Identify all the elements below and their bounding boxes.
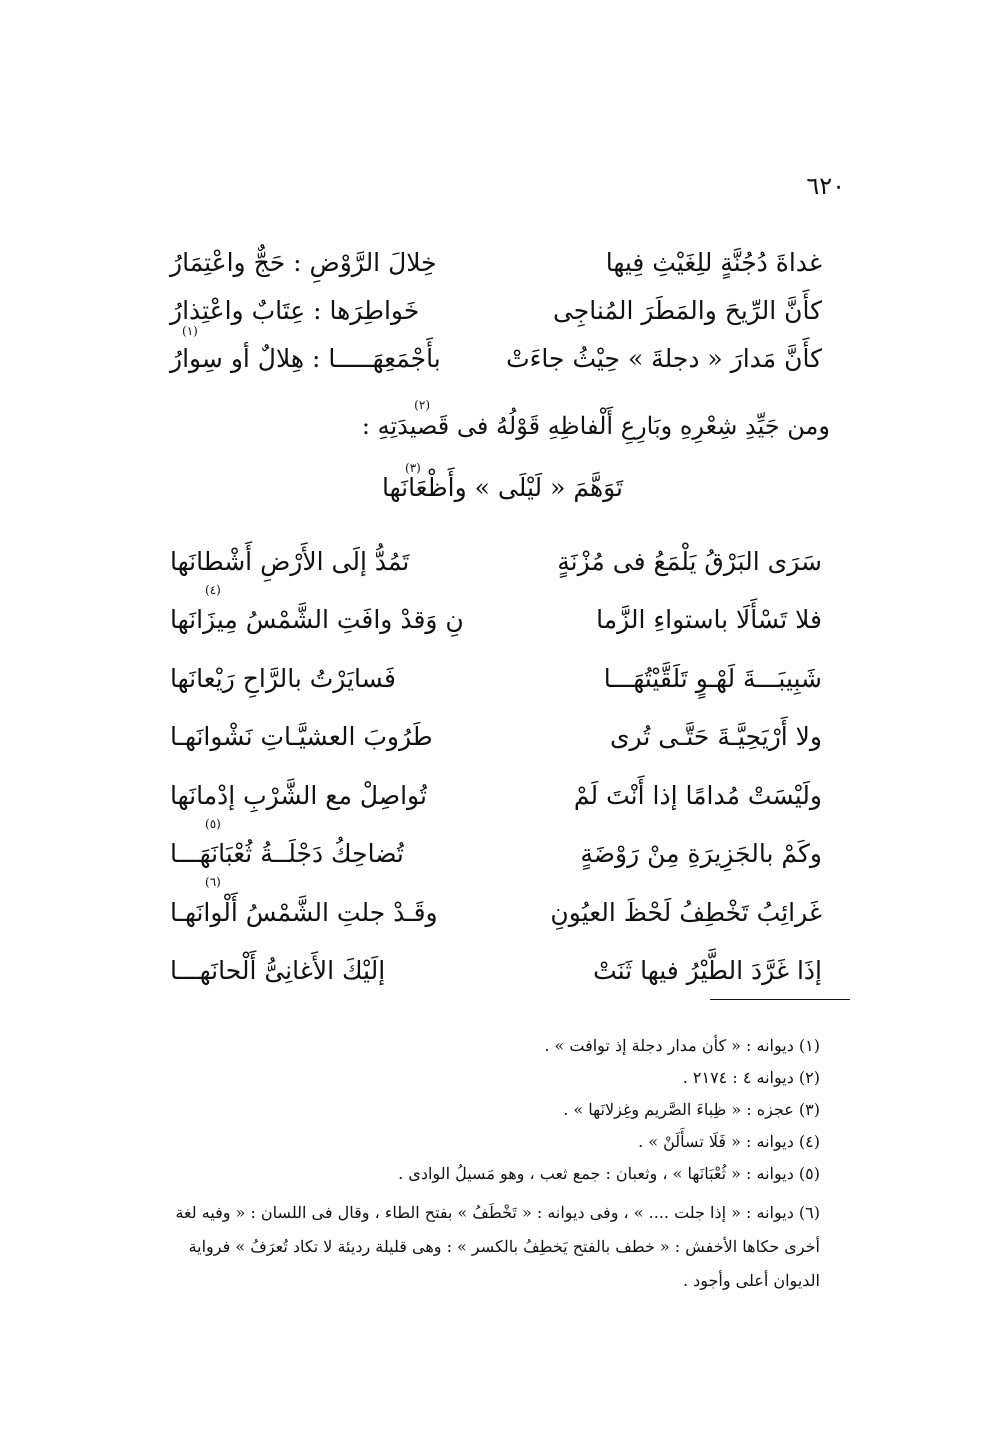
verse-line [170,875,822,942]
second-hemistich: خِلالَ الرَّوْضِ : حَجٌّ واعْتِمَارُ [170,247,437,277]
verse-line [170,286,822,334]
footnote-mark-6: (٦) [205,875,221,889]
first-hemistich: كأَنَّ مَدارَ « دجلةَ » حِيْثُ جاءَتْ [506,343,822,373]
first-hemistich: إذَا غَرَّدَ الطَّيْرُ فيها ثَنَتْ [593,956,822,986]
verse-line [170,238,822,286]
footnote-item: (٣) عجزه : « ظِباءَ الصَّريم وغِزلانَها » . [563,1100,820,1119]
verse-line [170,582,822,650]
first-hemistich: فلا تَسْأَلَا باستواءِ الزَّما [596,605,822,635]
footnote-mark-1: (١) [182,324,198,338]
footnote-item: (٤) ديوانه : « فَلَا تسأَلَنْ » . [638,1132,820,1151]
verse-line [170,708,822,767]
first-hemistich: كأَنَّ الرِّيحَ والمَطَرَ المُناجِى [552,295,822,325]
first-hemistich: ولا أَرْيَحِيَّـةَ حَتَّـى تُرى [609,722,822,752]
page-number: ٦٢٠ [806,172,845,200]
second-hemistich: تُضاحِكُ دَجْلَــةُ ثُعْبَانَهَـــا [170,839,404,869]
second-hemistich: تُواصِلْ مع الشَّرْبِ إدْمانَها [170,780,427,810]
first-hemistich: ولَيْسَتْ مُدامًا إذا أَنْتَ لَمْ [573,780,822,810]
footnote-mark-4: (٤) [205,582,221,597]
footnote-item: (١) ديوانه : « كأن مدار دجلة إذ توافت » . [544,1036,820,1055]
second-hemistich: وقَـدْ جلتِ الشَّمْسُ أَلْوانَهـا [170,897,438,927]
footnote-item: (٦) ديوانه : « إذا جلت .... » ، وفى ديوانه : « تَخْطَفُ » بفتح الطاء ، وقال فى اللسان : « وفيه لغة أخرى حكاها الأخفش : « خطف بالفتح يَخطِفُ بالكسر » : وهى قليلة رديئة لا تكاد تُعرَفُ » فرواية الديوان أعلى وأجود . [175,1203,820,1290]
second-hemistich: تَمُدُّ إلَى الأَرْضِ أَشْطانَها [170,546,410,576]
first-hemistich: سَرَى البَرْقُ يَلْمَعُ فى مُزْنَةٍ [557,546,822,576]
footnote-mark-2: (٢) [414,398,430,412]
first-hemistich: غَرائِبُ تَخْطِفُ لَحْظَ العيُونِ [550,897,822,927]
verse-line [170,324,822,382]
first-hemistich: شَبِيبَـــةَ لَهْـوٍ تَلَقَّيْتُهَـــا [603,663,822,693]
second-hemistich: إلَيْكَ الأَغانِىُّ أَلْحانَهـــا [170,956,386,986]
footnote-mark-3: (٣) [405,461,421,475]
second-hemistich: خَواطِرَها : عِتَابٌ واعْتِذارُ [170,295,420,325]
verse-line [170,942,822,1001]
poem-title-text: تَوَهَّمَ « لَيْلَى » وأَظْعَانَها [381,473,624,502]
footnote-item: (٢) ديوانه ٤ : ٢١٧٤ . [682,1068,820,1087]
footnote-mark-5: (٥) [205,816,221,831]
verse-line [170,649,822,708]
second-hemistich: فَسايَرْتُ بالرَّاحِ رَيْعانَها [170,663,396,693]
verse-line [170,816,822,884]
verse-block-2 [170,532,822,1000]
footnotes [140,1036,820,1298]
first-hemistich: وكَمْ بالجَزِيرَةِ مِنْ رَوْضَةٍ [580,839,822,869]
verse-block-1 [170,238,822,382]
first-hemistich: غداةَ دُجُنَّةٍ للِغَيْثِ فِيها [605,247,822,277]
second-hemistich: بأَجْمَعِهَـــــا : هِلالٌ أو سِوارُ [170,343,441,373]
second-hemistich: نِ وَقدْ وافَتِ الشَّمْسُ مِيزَانَها [170,605,464,635]
second-hemistich: طَرُوبَ العشيَّـاتِ نَشْوانَهـا [170,722,433,752]
footnote-separator [710,999,850,1000]
verse-line [170,532,822,591]
verse-line [170,766,822,825]
poem-title [0,461,1005,502]
intro-text: ومن جَيِّدِ شِعْرِهِ وبَارِعِ أَلْفاظِهِ قَوْلُهُ فى قَصيدَتِهِ : [361,412,830,440]
footnote-item: (٥) ديوانه : « ثُعْبَانَها » ، وثعبان : جمع ثعب ، وهو مَسيلُ الوادى . [398,1164,820,1183]
intro-line [190,398,830,440]
